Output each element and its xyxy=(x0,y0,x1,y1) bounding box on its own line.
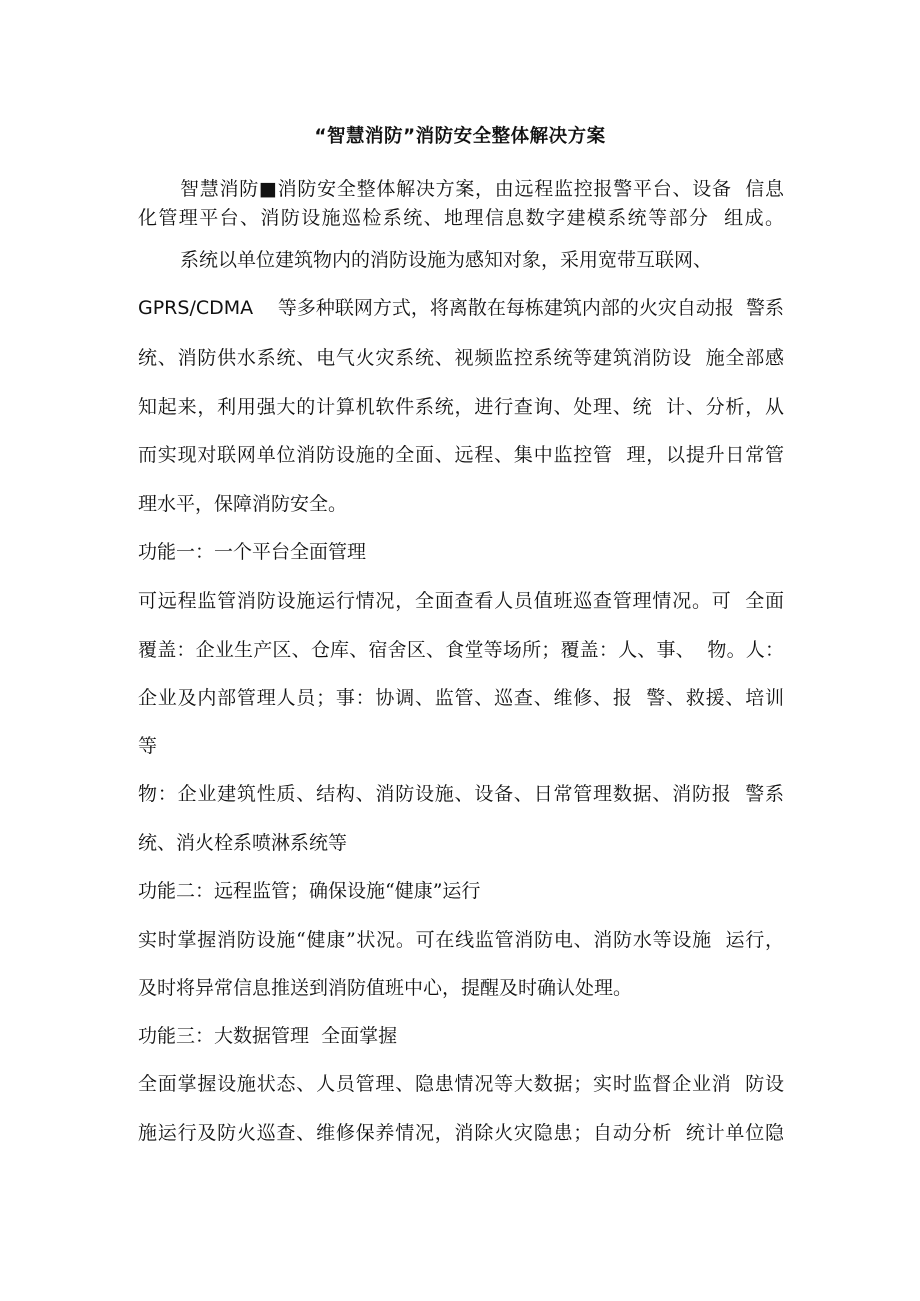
system-line-2 xyxy=(138,296,784,320)
feature2-line-1: 实时掌握消防设施“健康”状况。可在线监管消防电、消防水等设施 运行， xyxy=(138,929,784,951)
feature1-line-2: 覆盖：企业生产区、仓库、宿舍区、食堂等场所；覆盖：人、事、 物。人： xyxy=(138,639,784,661)
feature1-line-5: 物：企业建筑性质、结构、消防设施、设备、日常管理数据、消防报 警系 xyxy=(138,783,784,805)
intro-line-1: 智慧消防■消防安全整体解决方案，由远程监控报警平台、设备 信息 xyxy=(180,178,784,200)
system-line-5: 而实现对联网单位消防设施的全面、远程、集中监控管 理，以提升日常管 xyxy=(138,444,784,466)
system-line-3: 统、消防供水系统、电气火灾系统、视频监控系统等建筑消防设 施全部感 xyxy=(138,347,784,369)
feature3-heading: 功能三：大数据管理 全面掌握 xyxy=(138,1025,398,1047)
feature2-line-2: 及时将异常信息推送到消防值班中心，提醒及时确认处理。 xyxy=(138,977,633,999)
feature1-line-3: 企业及内部管理人员；事：协调、监管、巡查、维修、报 警、救援、培训 xyxy=(138,687,784,709)
feature2-heading: 功能二：远程监管；确保设施“健康”运行 xyxy=(138,880,481,902)
system-line-6: 理水平，保障消防安全。 xyxy=(138,493,348,515)
system-line-4: 知起来，利用强大的计算机软件系统，进行查询、处理、统 计、分析，从 xyxy=(138,396,784,418)
intro-line-2: 化管理平台、消防设施巡检系统、地理信息数字建模系统等部分 组成。 xyxy=(138,207,784,229)
system-line-1: 系统以单位建筑物内的消防设施为感知对象，采用宽带互联网、 xyxy=(180,249,713,271)
feature1-line-4: 等 xyxy=(138,735,158,757)
system-line-2-text: 等多种联网方式，将离散在每栋建筑内部的火灾自动报 警系 xyxy=(277,297,784,319)
document-title: “智慧消防”消防安全整体解决方案 xyxy=(314,126,606,147)
feature1-line-1: 可远程监管消防设施运行情况，全面查看人员值班巡查管理情况。可 全面 xyxy=(138,590,784,612)
feature3-line-1: 全面掌握设施状态、人员管理、隐患情况等大数据；实时监督企业消 防设 xyxy=(138,1073,784,1095)
feature1-line-6: 统、消火栓系喷淋系统等 xyxy=(138,832,348,854)
feature3-line-2: 施运行及防火巡查、维修保养情况，消除火灾隐患；自动分析 统计单位隐 xyxy=(138,1122,784,1144)
system-line-2-latin: GPRS/CDMA xyxy=(138,297,254,319)
feature1-heading: 功能一：一个平台全面管理 xyxy=(138,541,367,563)
